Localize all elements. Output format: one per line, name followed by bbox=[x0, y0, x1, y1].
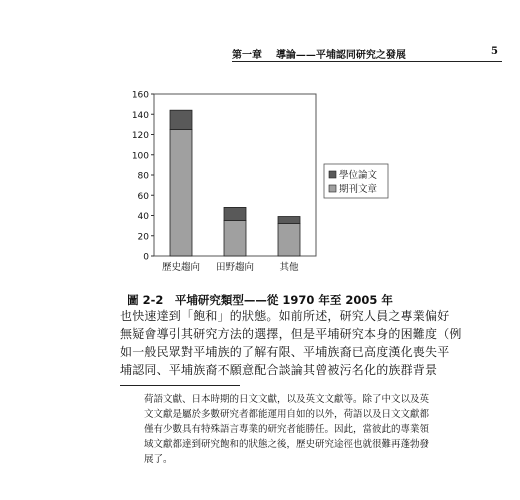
legend-label: 期刊文章 bbox=[339, 184, 378, 195]
body-line-3: 如一般民眾對平埔族的了解有限、平埔族裔已高度漢化喪失平 bbox=[120, 345, 450, 359]
x-tick-label: 歷史趨向 bbox=[161, 262, 201, 273]
stacked-bar-chart bbox=[126, 86, 396, 286]
x-tick-label: 田野趨向 bbox=[215, 262, 255, 273]
y-tick-label: 140 bbox=[131, 110, 149, 121]
footnote-line-1: 荷語文獻、日本時期的日文文獻，以及英文文獻等。除了中文以及英 bbox=[144, 394, 430, 405]
y-tick-label: 0 bbox=[143, 252, 149, 263]
bar-segment bbox=[170, 110, 192, 129]
running-header bbox=[232, 46, 502, 62]
bar-segment bbox=[278, 217, 300, 224]
page-number: 5 bbox=[491, 46, 498, 57]
y-tick-label: 40 bbox=[137, 212, 149, 222]
body-line-2: 無疑會導引其研究方法的選擇，但是平埔研究本身的困難度（例 bbox=[120, 327, 462, 341]
chapter-label: 第一章 bbox=[232, 50, 262, 61]
y-tick-label: 100 bbox=[131, 151, 149, 162]
header-rule bbox=[232, 61, 502, 62]
footnote-line-5: 展了。 bbox=[144, 454, 173, 465]
bar-segment bbox=[278, 224, 300, 256]
bar-segment bbox=[170, 129, 192, 256]
footnote-rule bbox=[120, 385, 240, 386]
y-tick-label: 60 bbox=[137, 191, 149, 202]
legend-label: 學位論文 bbox=[339, 170, 378, 181]
bar-segment bbox=[224, 207, 246, 220]
chapter-title: 導論——平埔認同研究之發展 bbox=[275, 50, 406, 61]
footnote-line-4: 域文獻都達到研究飽和的狀態之後，歷史研究途徑也就很難再蓬勃發 bbox=[144, 439, 430, 450]
figure-caption: 圖 2-2 平埔研究類型——從 1970 年至 2005 年 bbox=[127, 293, 393, 307]
y-tick-label: 160 bbox=[131, 90, 149, 101]
bar-segment bbox=[224, 221, 246, 256]
chart-container bbox=[126, 86, 396, 286]
legend-swatch bbox=[329, 171, 336, 178]
y-tick-label: 80 bbox=[137, 171, 149, 182]
y-tick-label: 20 bbox=[137, 232, 149, 243]
x-tick-label: 其他 bbox=[279, 262, 299, 273]
footnote-line-2: 文文獻是屬於多數研究者都能運用自如的以外，荷語以及日文文獻都 bbox=[144, 409, 430, 420]
body-line-4: 埔認同、平埔族裔不願意配合談論其曾被污名化的族群背景 bbox=[120, 363, 438, 377]
y-tick-label: 120 bbox=[131, 131, 149, 141]
footnote-line-3: 僅有少數具有特殊語言專業的研究者能勝任。因此，當彼此的專業領 bbox=[144, 424, 430, 435]
legend-swatch bbox=[329, 185, 336, 192]
body-line-1: 也快速達到「飽和」的狀態。如前所述，研究人員之專業偏好 bbox=[120, 309, 450, 323]
